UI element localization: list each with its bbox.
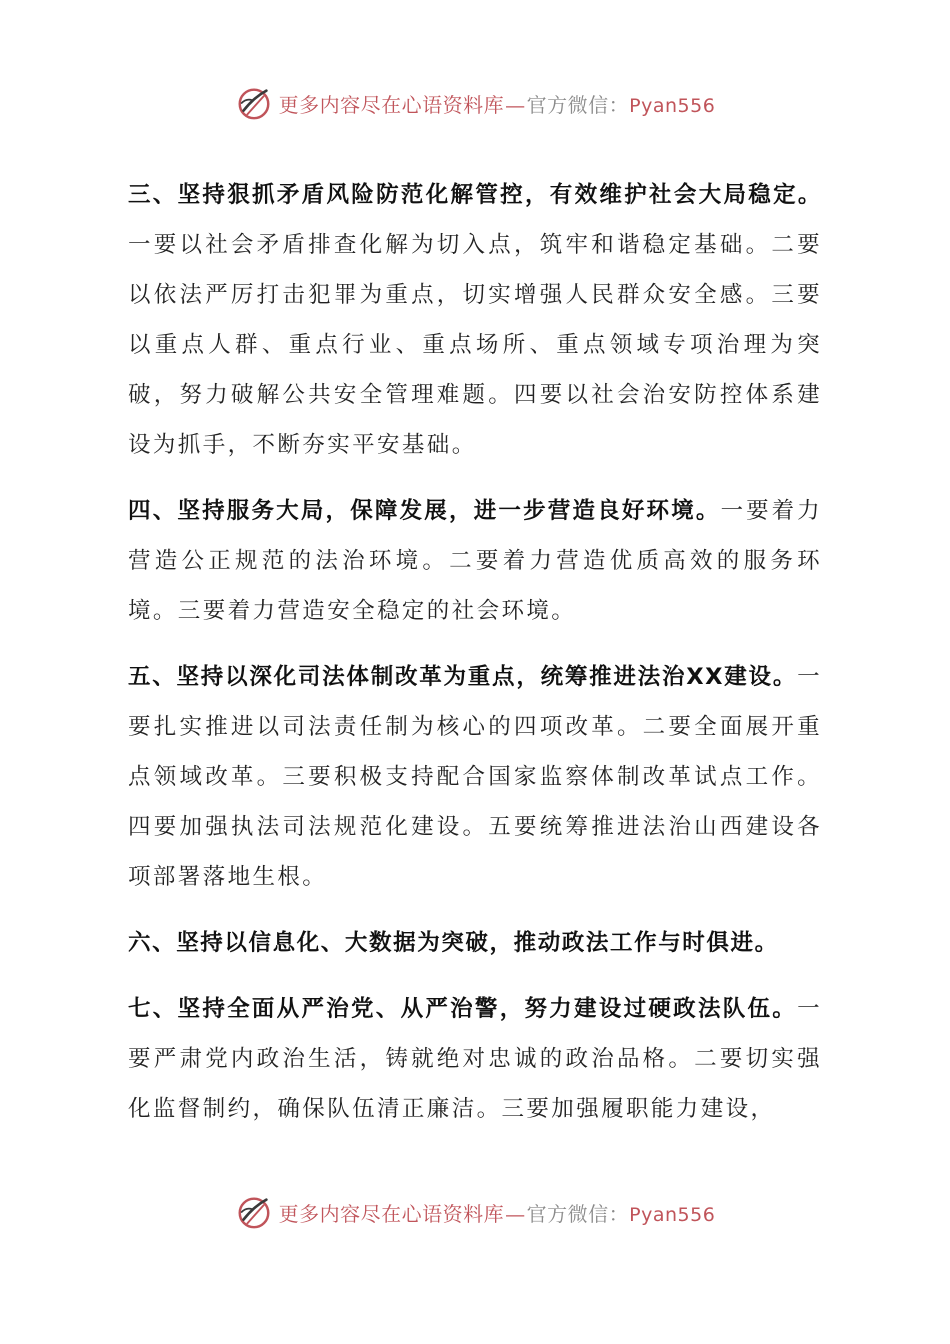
- paragraph-section-5: [128, 652, 822, 902]
- watermark-official: 官方微信：: [526, 1201, 630, 1226]
- watermark-header: [0, 81, 950, 125]
- watermark-id: Pyan556: [629, 1203, 716, 1226]
- logo-icon: [235, 1193, 273, 1231]
- watermark-footer: [0, 1190, 950, 1234]
- logo-icon: [235, 84, 273, 122]
- section-body: 一要扎实推进以司法责任制为核心的四项改革。二要全面展开重点领域改革。三要积极支持配合国家监察体制改革试点工作。四要加强执法司法规范化建设。五要统筹推进法治山西建设各项部署落地生根。: [128, 664, 822, 890]
- section-body: 一要以社会矛盾排查化解为切入点，筑牢和谐稳定基础。二要以依法严厉打击犯罪为重点，切实增强人民群众安全感。三要以重点人群、重点行业、重点场所、重点领域专项治理为突破，努力破解公共安全管理难题。四要以社会治安防控体系建设为抓手，不断夯实平安基础。: [128, 232, 822, 458]
- watermark-text: [279, 89, 716, 118]
- section-heading: 五、坚持以深化司法体制改革为重点，统筹推进法治XX建设。: [128, 664, 798, 690]
- section-body: 一要着力营造公正规范的法治环境。二要着力营造优质高效的服务环境。三要着力营造安全稳定的社会环境。: [128, 498, 822, 624]
- document-body: [128, 170, 822, 1150]
- watermark-site: 更多内容尽在心语资料库: [278, 92, 505, 117]
- watermark-dash: —: [505, 1201, 526, 1226]
- section-heading: 四、坚持服务大局，保障发展，进一步营造良好环境。: [128, 498, 721, 524]
- watermark-official: 官方微信：: [526, 92, 630, 117]
- paragraph-section-3: [128, 170, 822, 470]
- watermark-text: [279, 1198, 716, 1227]
- paragraph-section-6: [128, 918, 822, 968]
- paragraph-section-7: [128, 984, 822, 1134]
- section-body: 一要严肃党内政治生活，铸就绝对忠诚的政治品格。二要切实强化监督制约，确保队伍清正廉洁。三要加强履职能力建设，: [128, 996, 822, 1122]
- watermark-dash: —: [505, 92, 526, 117]
- watermark-id: Pyan556: [629, 94, 716, 117]
- section-heading: 六、坚持以信息化、大数据为突破，推动政法工作与时俱进。: [128, 930, 779, 956]
- section-heading: 七、坚持全面从严治党、从严治警，努力建设过硬政法队伍。: [128, 996, 798, 1022]
- paragraph-section-4: [128, 486, 822, 636]
- watermark-site: 更多内容尽在心语资料库: [278, 1201, 505, 1226]
- section-heading: 三、坚持狠抓矛盾风险防范化解管控，有效维护社会大局稳定。: [128, 182, 822, 208]
